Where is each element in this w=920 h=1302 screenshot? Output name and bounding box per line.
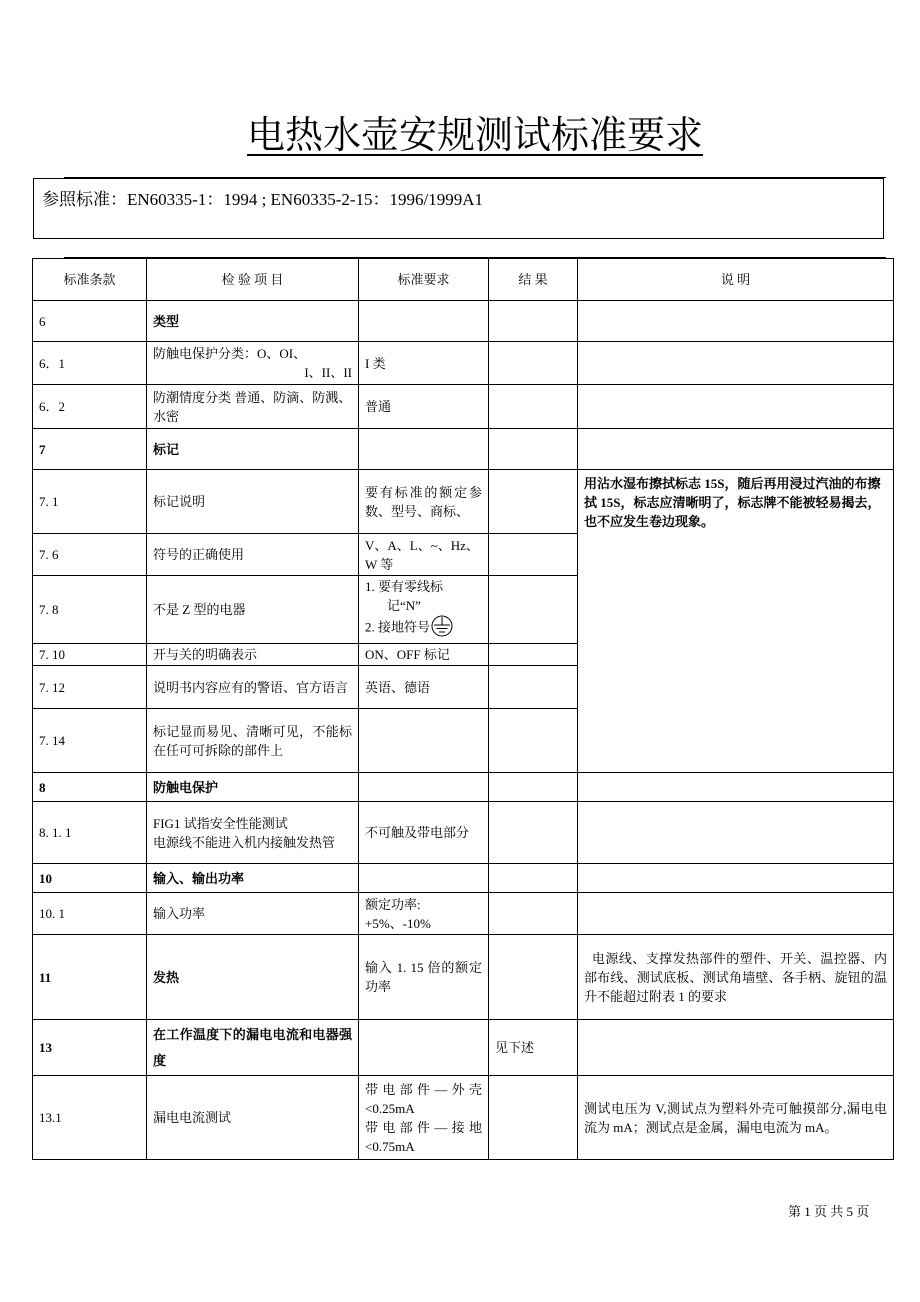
item-cell: 在工作温度下的漏电电流和电器强度	[147, 1020, 359, 1076]
item-line: I、II、II	[304, 365, 352, 380]
test-standards-table	[32, 258, 894, 1160]
req-cell	[359, 576, 489, 644]
item-cell	[147, 802, 359, 864]
table-row	[33, 802, 894, 864]
clause-cell: 6	[33, 301, 147, 342]
item-cell: 输入功率	[147, 893, 359, 935]
marking-note-cell: 用沾水湿布擦拭标志 15S，随后再用浸过汽油的布擦拭 15S，标志应清晰明了，标志牌不能被轻易揭去，也不应发生卷边现象。	[578, 470, 894, 773]
req-cell: 英语、德语	[359, 666, 489, 709]
note-cell: 测试电压为 V,测试点为塑料外壳可触摸部分,漏电电流为 mA；测试点是金属，漏电电流为 mA。	[578, 1076, 894, 1160]
result-cell: 见下述	[489, 1020, 578, 1076]
req-cell: 普通	[359, 385, 489, 429]
table-row	[33, 342, 894, 385]
item-cell: 开与关的明确表示	[147, 644, 359, 666]
table-row	[33, 864, 894, 893]
result-cell	[489, 666, 578, 709]
note-cell	[578, 385, 894, 429]
header-requirement: 标准要求	[359, 259, 489, 301]
req-line: 带电部件—接地<0.75mA	[365, 1119, 482, 1154]
clause-cell: 6．1	[33, 342, 147, 385]
document-title: 电热水壶安规测试标准要求	[246, 113, 703, 157]
header-clause: 标准条款	[33, 259, 147, 301]
clause-cell: 7. 14	[33, 709, 147, 773]
table-row	[33, 1020, 894, 1076]
note-cell	[578, 429, 894, 470]
clause-cell: 10	[33, 864, 147, 893]
item-cell: 漏电电流测试	[147, 1076, 359, 1160]
note-cell	[578, 773, 894, 802]
clause-cell: 7. 1	[33, 470, 147, 534]
result-cell	[489, 709, 578, 773]
req-line: 1. 要有零线标	[365, 579, 444, 594]
req-cell: ON、OFF 标记	[359, 644, 489, 666]
page-number: 第 1 页 共 5 页	[788, 1204, 870, 1219]
ground-symbol-icon	[430, 615, 454, 642]
result-cell	[489, 893, 578, 935]
reference-box	[33, 178, 884, 239]
clause-cell: 7. 8	[33, 576, 147, 644]
table-row	[33, 935, 894, 1020]
item-line: 防触电保护分类：O、OI、	[153, 346, 307, 361]
table-row	[33, 301, 894, 342]
req-line: 2. 接地符号	[365, 619, 431, 635]
result-cell	[489, 935, 578, 1020]
table-header-row	[33, 259, 894, 301]
item-line: FIG1 试指安全性能测试	[153, 815, 288, 831]
table-row	[33, 773, 894, 802]
note-cell	[578, 802, 894, 864]
req-cell	[359, 1020, 489, 1076]
note-cell	[578, 1020, 894, 1076]
req-cell	[359, 1076, 489, 1160]
item-cell: 不是 Z 型的电器	[147, 576, 359, 644]
clause-cell: 11	[33, 935, 147, 1020]
note-cell	[578, 342, 894, 385]
item-cell: 类型	[147, 301, 359, 342]
table-row	[33, 429, 894, 470]
req-cell: I 类	[359, 342, 489, 385]
item-cell: 标记显而易见、清晰可见，不能标在任可可拆除的部件上	[147, 709, 359, 773]
req-cell	[359, 864, 489, 893]
note-cell: 电源线、支撑发热部件的塑件、开关、温控器、内部布线、测试底板、测试角墙壁、各手柄、旋钮的温升不能超过附表 1 的要求	[578, 935, 894, 1020]
result-cell	[489, 470, 578, 534]
item-cell: 标记说明	[147, 470, 359, 534]
item-cell: 输入、输出功率	[147, 864, 359, 893]
result-cell	[489, 644, 578, 666]
table-row	[33, 385, 894, 429]
item-cell: 符号的正确使用	[147, 534, 359, 576]
result-cell	[489, 385, 578, 429]
clause-cell: 13	[33, 1020, 147, 1076]
clause-cell: 7	[33, 429, 147, 470]
reference-standards: 参照标准：EN60335-1：1994 ; EN60335-2-15：1996/1999A1	[42, 190, 484, 209]
req-line: 记“N”	[387, 598, 421, 613]
clause-cell: 7. 6	[33, 534, 147, 576]
req-cell	[359, 429, 489, 470]
table-row	[33, 1076, 894, 1160]
clause-cell: 13.1	[33, 1076, 147, 1160]
result-cell	[489, 802, 578, 864]
item-cell	[147, 342, 359, 385]
req-cell: 输入 1. 15 倍的额定功率	[359, 935, 489, 1020]
result-cell	[489, 301, 578, 342]
req-cell	[359, 301, 489, 342]
table-row	[33, 893, 894, 935]
req-cell: 额定功率: +5%、-10%	[359, 893, 489, 935]
item-cell: 防潮情度分类 普通、防滴、防溅、水密	[147, 385, 359, 429]
item-cell: 防触电保护	[147, 773, 359, 802]
item-cell: 说明书内容应有的警语、官方语言	[147, 666, 359, 709]
header-result: 结 果	[489, 259, 578, 301]
result-cell	[489, 576, 578, 644]
req-cell: 不可触及带电部分	[359, 802, 489, 864]
req-cell: V、A、L、~、Hz、W 等	[359, 534, 489, 576]
note-cell	[578, 864, 894, 893]
result-cell	[489, 864, 578, 893]
result-cell	[489, 1076, 578, 1160]
result-cell	[489, 534, 578, 576]
note-cell	[578, 301, 894, 342]
note-cell	[578, 893, 894, 935]
result-cell	[489, 773, 578, 802]
item-cell: 标记	[147, 429, 359, 470]
table-row	[33, 470, 894, 534]
item-line: 电源线不能进入机内接触发热管	[153, 834, 336, 850]
clause-cell: 7. 10	[33, 644, 147, 666]
req-cell: 要有标准的额定参数、型号、商标、	[359, 470, 489, 534]
header-note: 说 明	[578, 259, 894, 301]
clause-cell: 8	[33, 773, 147, 802]
req-cell	[359, 709, 489, 773]
result-cell	[489, 342, 578, 385]
clause-cell: 6．2	[33, 385, 147, 429]
clause-cell: 10. 1	[33, 893, 147, 935]
result-cell	[489, 429, 578, 470]
clause-cell: 7. 12	[33, 666, 147, 709]
header-item: 检 验 项 目	[147, 259, 359, 301]
req-line: 带电部件—外壳<0.25mA	[365, 1081, 482, 1116]
clause-cell: 8. 1. 1	[33, 802, 147, 864]
req-cell	[359, 773, 489, 802]
item-cell: 发热	[147, 935, 359, 1020]
